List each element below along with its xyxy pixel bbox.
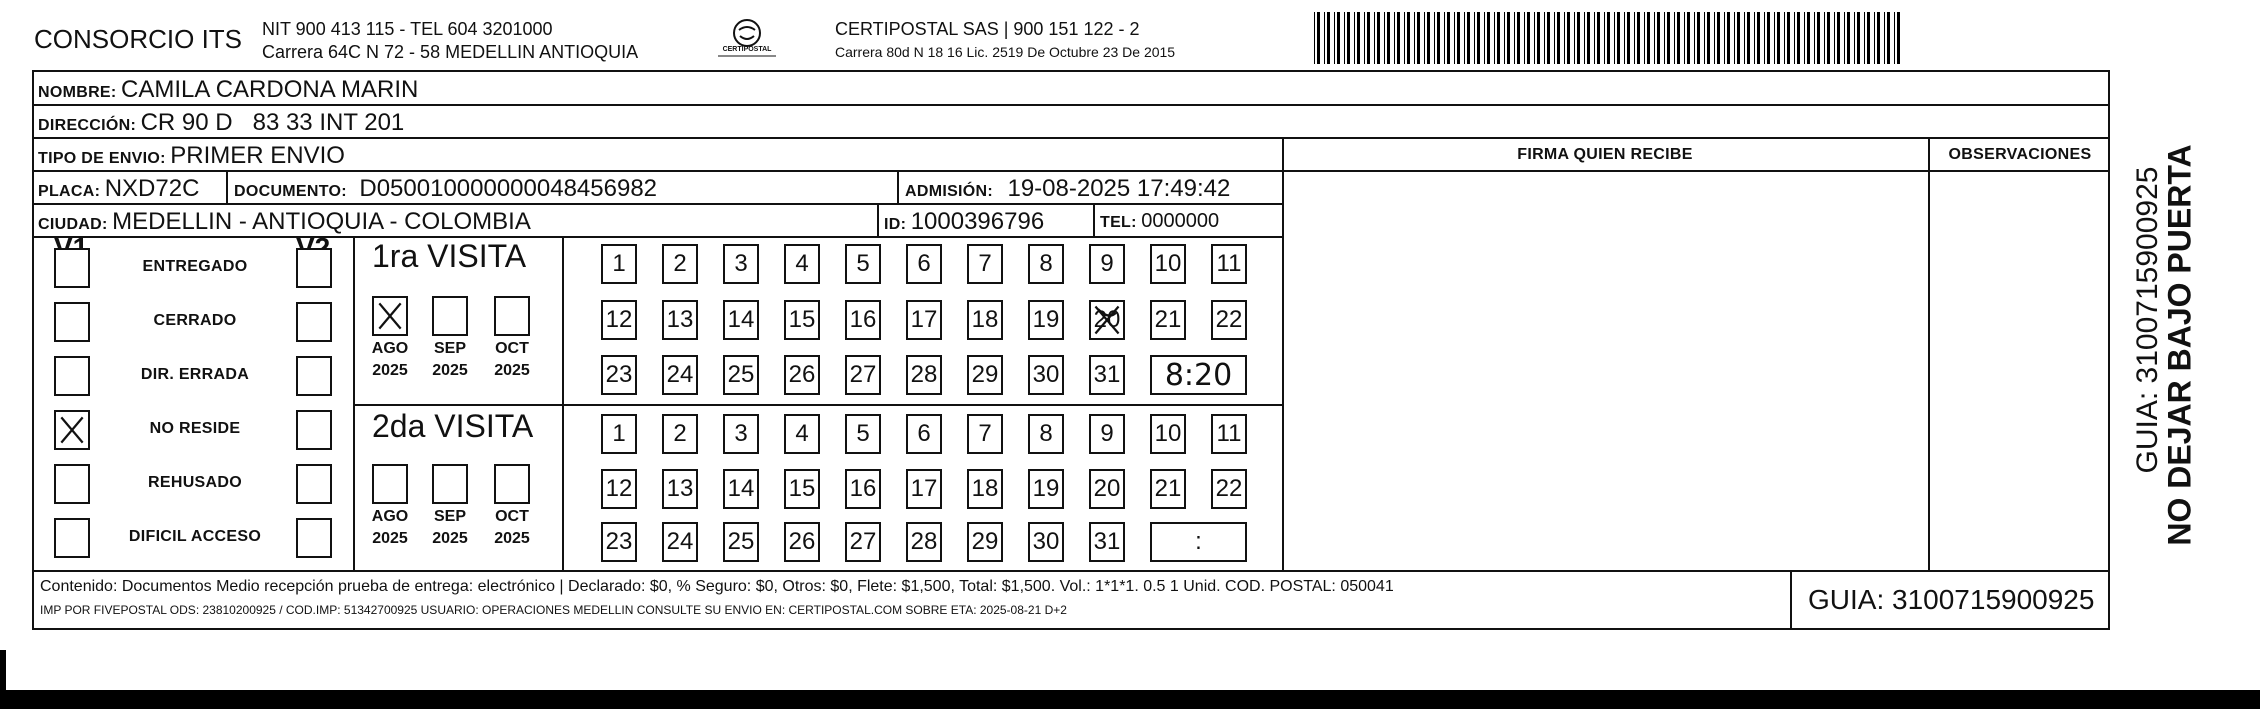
barcode-bar bbox=[1357, 12, 1360, 64]
admision-value: 19-08-2025 17:49:42 bbox=[1007, 175, 1231, 202]
barcode-bar bbox=[1474, 12, 1475, 64]
ciudad-value: MEDELLIN - ANTIOQUIA - COLOMBIA bbox=[112, 208, 531, 235]
barcode-bar bbox=[1494, 12, 1495, 64]
visit-2-month-label: OCT 2025 bbox=[494, 508, 530, 547]
barcode-bar bbox=[1584, 12, 1585, 64]
barcode-bar bbox=[1367, 12, 1370, 64]
visit-1-day-box[interactable]: 11 bbox=[1211, 244, 1247, 284]
barcode-bar bbox=[1547, 12, 1550, 64]
visit-1-day-box[interactable]: 31 bbox=[1089, 355, 1125, 395]
barcode-bar bbox=[1384, 12, 1385, 64]
barcode-bar bbox=[1874, 12, 1875, 64]
observaciones-label: OBSERVACIONES bbox=[1948, 146, 2092, 163]
barcode-bar bbox=[1597, 12, 1600, 64]
visit-2-month-label: SEP 2025 bbox=[432, 508, 468, 547]
status-option-label: ENTREGADO bbox=[142, 258, 248, 275]
barcode-bar bbox=[1424, 12, 1425, 64]
tel-row bbox=[1100, 210, 1219, 233]
documento-row bbox=[234, 175, 657, 203]
status-option-label: DIR. ERRADA bbox=[140, 366, 250, 383]
barcode-bar bbox=[1707, 12, 1710, 64]
carrier-license: Carrera 80d N 18 16 Lic. 2519 De Octubre 23 De 2015 bbox=[835, 44, 1176, 60]
side-guia: GUIA: 3100715900925 bbox=[2131, 166, 2164, 474]
visit-1-day-box[interactable]: 7 bbox=[967, 244, 1003, 284]
nombre-label: NOMBRE: bbox=[38, 84, 117, 101]
barcode-bar bbox=[1314, 12, 1315, 64]
visit-1-day-box[interactable]: 10 bbox=[1150, 244, 1186, 284]
barcode-bar bbox=[1334, 12, 1335, 64]
barcode-bar bbox=[1737, 12, 1740, 64]
status-option-label: NO RESIDE bbox=[149, 420, 241, 437]
visit-2-day-box[interactable]: 18 bbox=[967, 469, 1003, 509]
barcode-bar bbox=[1897, 12, 1900, 64]
visit-1-day-box[interactable]: 8 bbox=[1028, 244, 1064, 284]
barcode-bar bbox=[1457, 12, 1460, 64]
status-option-label: CERRADO bbox=[153, 312, 237, 329]
barcode-bar bbox=[1724, 12, 1725, 64]
visit-2-day-box[interactable]: 22 bbox=[1211, 469, 1247, 509]
visit-1-month-label: OCT 2025 bbox=[494, 340, 530, 379]
placa-row bbox=[38, 175, 199, 203]
barcode-bar bbox=[1607, 12, 1610, 64]
barcode-bar bbox=[1617, 12, 1620, 64]
barcode-bar bbox=[1714, 12, 1715, 64]
certipostal-logo-text: CERTIPOSTAL bbox=[722, 46, 772, 53]
barcode-bar bbox=[1417, 12, 1420, 64]
direccion-row bbox=[38, 109, 404, 137]
visit-2-month-checkbox[interactable] bbox=[432, 464, 468, 504]
visit-1-day-box[interactable]: 29 bbox=[967, 355, 1003, 395]
barcode-bar bbox=[1604, 12, 1605, 64]
barcode-bar bbox=[1857, 12, 1860, 64]
tipo-value: PRIMER ENVIO bbox=[170, 142, 345, 169]
visit-2-day-box[interactable]: 12 bbox=[601, 469, 637, 509]
barcode-bar bbox=[1834, 12, 1835, 64]
visit-1-day-box[interactable]: 26 bbox=[784, 355, 820, 395]
visit-2-time-box[interactable]: : bbox=[1150, 522, 1247, 562]
v1-checkbox[interactable] bbox=[54, 302, 90, 342]
visit-1-day-box[interactable]: 16 bbox=[845, 300, 881, 340]
visit-2-day-box[interactable]: 16 bbox=[845, 469, 881, 509]
visit-1-month-label: AGO 2025 bbox=[371, 340, 409, 379]
footer-imp: IMP POR FIVEPOSTAL ODS: 23810200925 / COD.IMP: 51342700925 USUARIO: OPERACIONES MEDELLIN CONSULTE SU ENVIO EN: CERTIPOSTAL.COM SOBRE ETA: 2025-08-21 D+2 bbox=[40, 603, 1067, 617]
visit-1-day-box[interactable]: 28 bbox=[906, 355, 942, 395]
barcode-bar bbox=[1614, 12, 1615, 64]
v1-checkbox[interactable] bbox=[54, 248, 90, 288]
visit-2-day-box[interactable]: 2 bbox=[662, 414, 698, 454]
visit-1-day-box[interactable]: 23 bbox=[601, 355, 637, 395]
barcode-bar bbox=[1327, 12, 1330, 64]
visit-2-day-box[interactable]: 26 bbox=[784, 522, 820, 562]
visit-2-day-box[interactable]: 13 bbox=[662, 469, 698, 509]
barcode-bar bbox=[1687, 12, 1690, 64]
v1-checkbox[interactable] bbox=[54, 356, 90, 396]
observaciones-area[interactable] bbox=[1932, 174, 2108, 568]
barcode-bar bbox=[1397, 12, 1400, 64]
visit-1-time-box[interactable]: 8:20 bbox=[1150, 355, 1247, 395]
barcode-bar bbox=[1467, 12, 1470, 64]
barcode-bar bbox=[1744, 12, 1745, 64]
visit-1-day-box[interactable]: 12 bbox=[601, 300, 637, 340]
visit-1-day-box[interactable]: 4 bbox=[784, 244, 820, 284]
barcode-bar bbox=[1864, 12, 1865, 64]
v1-checkbox[interactable] bbox=[54, 464, 90, 504]
visit-2-month-checkbox[interactable] bbox=[494, 464, 530, 504]
visit-2-day-box[interactable]: 7 bbox=[967, 414, 1003, 454]
barcode-bar bbox=[1557, 12, 1560, 64]
barcode-bar bbox=[1364, 12, 1365, 64]
admision-row bbox=[905, 175, 1230, 203]
v2-checkbox[interactable] bbox=[296, 248, 332, 288]
visit-1-day-box[interactable]: 19 bbox=[1028, 300, 1064, 340]
barcode-bar bbox=[1664, 12, 1665, 64]
visit-1-day-box[interactable]: 18 bbox=[967, 300, 1003, 340]
barcode-bar bbox=[1774, 12, 1775, 64]
page-bottom-edge bbox=[0, 690, 2260, 709]
visit-1-day-box[interactable]: 13 bbox=[662, 300, 698, 340]
barcode-bar bbox=[1447, 12, 1450, 64]
x-mark-icon bbox=[374, 298, 406, 334]
visit-1-day-box[interactable]: 6 bbox=[906, 244, 942, 284]
visit-1-day-box[interactable]: 3 bbox=[723, 244, 759, 284]
certipostal-logo-icon bbox=[712, 16, 782, 62]
barcode-bar bbox=[1594, 12, 1595, 64]
visit-2-day-box[interactable]: 23 bbox=[601, 522, 637, 562]
tipo-row bbox=[38, 142, 345, 170]
side-warning: NO DEJAR BAJO PUERTA bbox=[2161, 144, 2198, 546]
barcode-bar bbox=[1747, 12, 1750, 64]
visit-1-month-checkbox[interactable] bbox=[432, 296, 468, 336]
barcode-bar bbox=[1517, 12, 1520, 64]
v2-checkbox[interactable] bbox=[296, 518, 332, 558]
barcode-bar bbox=[1827, 12, 1830, 64]
nombre-value: CAMILA CARDONA MARIN bbox=[121, 76, 419, 103]
barcode-bar bbox=[1554, 12, 1555, 64]
tipo-label: TIPO DE ENVIO: bbox=[38, 150, 166, 167]
visit-1-day-box[interactable]: 9 bbox=[1089, 244, 1125, 284]
company-nit: NIT 900 413 115 - TEL 604 3201000 bbox=[262, 19, 553, 39]
v2-checkbox[interactable] bbox=[296, 302, 332, 342]
barcode-bar bbox=[1817, 12, 1820, 64]
barcode-bar bbox=[1464, 12, 1465, 64]
barcode-bar bbox=[1487, 12, 1490, 64]
documento-value: D050010000000048456982 bbox=[359, 175, 658, 202]
barcode-bar bbox=[1387, 12, 1390, 64]
barcode-bar bbox=[1887, 12, 1890, 64]
status-option-label: DIFICIL ACCESO bbox=[128, 528, 262, 545]
barcode-bar bbox=[1444, 12, 1445, 64]
barcode-bar bbox=[1757, 12, 1760, 64]
barcode-bar bbox=[1407, 12, 1410, 64]
barcode-bar bbox=[1844, 12, 1845, 64]
barcode-bar bbox=[1437, 12, 1440, 64]
firma-area[interactable] bbox=[1286, 174, 1926, 568]
visit-2-day-box[interactable]: 28 bbox=[906, 522, 942, 562]
barcode-bar bbox=[1674, 12, 1675, 64]
barcode-bar bbox=[1527, 12, 1530, 64]
visit-2-day-box[interactable]: 14 bbox=[723, 469, 759, 509]
barcode-bar bbox=[1657, 12, 1660, 64]
visit-2-day-box[interactable]: 8 bbox=[1028, 414, 1064, 454]
barcode-bar bbox=[1427, 12, 1430, 64]
v1-checkbox[interactable] bbox=[54, 518, 90, 558]
barcode-bar bbox=[1754, 12, 1755, 64]
placa-label: PLACA: bbox=[38, 183, 101, 200]
visit-2-day-box[interactable]: 17 bbox=[906, 469, 942, 509]
visit-1-title: 1ra VISITA bbox=[372, 238, 527, 274]
carrier-name: CERTIPOSTAL SAS | 900 151 122 - 2 bbox=[835, 19, 1140, 39]
barcode-bar bbox=[1624, 12, 1625, 64]
visit-2-day-box[interactable]: 10 bbox=[1150, 414, 1186, 454]
visit-2-day-box[interactable]: 4 bbox=[784, 414, 820, 454]
visit-2-day-box[interactable]: 21 bbox=[1150, 469, 1186, 509]
barcode-bar bbox=[1734, 12, 1735, 64]
firma-label: FIRMA QUIEN RECIBE bbox=[1517, 146, 1693, 163]
visit-1-day-box[interactable]: 2 bbox=[662, 244, 698, 284]
barcode-bar bbox=[1797, 12, 1800, 64]
barcode-bar bbox=[1534, 12, 1535, 64]
barcode-bar bbox=[1587, 12, 1590, 64]
barcode-bar bbox=[1394, 12, 1395, 64]
barcode-bar bbox=[1404, 12, 1405, 64]
visit-2-day-box[interactable]: 5 bbox=[845, 414, 881, 454]
barcode-bar bbox=[1764, 12, 1765, 64]
barcode-bar bbox=[1317, 12, 1320, 64]
barcode-bar bbox=[1867, 12, 1870, 64]
barcode-bar bbox=[1814, 12, 1815, 64]
v2-checkbox[interactable] bbox=[296, 464, 332, 504]
direccion-label: DIRECCIÓN: bbox=[38, 117, 137, 134]
barcode-bar bbox=[1324, 12, 1325, 64]
barcode-bar bbox=[1704, 12, 1705, 64]
barcode-bar bbox=[1497, 12, 1500, 64]
barcode-bar bbox=[1667, 12, 1670, 64]
certipostal-logo bbox=[712, 16, 782, 62]
barcode-bar bbox=[1477, 12, 1480, 64]
barcode-bar bbox=[1777, 12, 1780, 64]
barcode-bar bbox=[1574, 12, 1575, 64]
visit-2-day-box[interactable]: 27 bbox=[845, 522, 881, 562]
barcode-bar bbox=[1807, 12, 1810, 64]
visit-2-day-box[interactable]: 9 bbox=[1089, 414, 1125, 454]
barcode-bar bbox=[1567, 12, 1570, 64]
barcode-bar bbox=[1694, 12, 1695, 64]
barcode-bar bbox=[1544, 12, 1545, 64]
documento-label: DOCUMENTO: bbox=[234, 183, 347, 200]
visit-2-title: 2da VISITA bbox=[372, 408, 534, 444]
visit-1-day-box[interactable]: 27 bbox=[845, 355, 881, 395]
visit-1-day-box[interactable]: 30 bbox=[1028, 355, 1064, 395]
visit-2-day-box[interactable]: 6 bbox=[906, 414, 942, 454]
barcode-bar bbox=[1794, 12, 1795, 64]
barcode-bar bbox=[1524, 12, 1525, 64]
barcode-bar bbox=[1377, 12, 1380, 64]
tel-value: 0000000 bbox=[1141, 210, 1220, 232]
visit-1-day-box[interactable]: 24 bbox=[662, 355, 698, 395]
barcode-bar bbox=[1824, 12, 1825, 64]
visit-2-month-checkbox[interactable] bbox=[372, 464, 408, 504]
barcode-bar bbox=[1627, 12, 1630, 64]
barcode-bar bbox=[1854, 12, 1855, 64]
visit-2-day-box[interactable]: 11 bbox=[1211, 414, 1247, 454]
tel-label: TEL: bbox=[1100, 214, 1137, 231]
visit-1-day-box[interactable]: 17 bbox=[906, 300, 942, 340]
barcode-bar bbox=[1767, 12, 1770, 64]
visit-2-day-box[interactable]: 15 bbox=[784, 469, 820, 509]
x-mark-icon bbox=[1091, 302, 1123, 338]
visit-2-day-box[interactable]: 24 bbox=[662, 522, 698, 562]
visit-2-day-box[interactable]: 30 bbox=[1028, 522, 1064, 562]
visit-2-day-box[interactable]: 20 bbox=[1089, 469, 1125, 509]
barcode-bar bbox=[1684, 12, 1685, 64]
barcode-bar bbox=[1577, 12, 1580, 64]
visit-2-month-label: AGO 2025 bbox=[371, 508, 409, 547]
visit-1-day-box[interactable]: 5 bbox=[845, 244, 881, 284]
footer-contenido: Contenido: Documentos Medio recepción prueba de entrega: electrónico | Declarado: $0, % Seguro: $0, Otros: $0, Flete: $1,500, Total: $1,500. Vol.: 1*1*1. 0.5 1 Unid. COD. POSTAL: 050041 bbox=[40, 578, 1394, 595]
id-row bbox=[884, 208, 1044, 236]
company-name: CONSORCIO ITS bbox=[34, 24, 243, 54]
visit-2-day-box[interactable]: 31 bbox=[1089, 522, 1125, 562]
id-label: ID: bbox=[884, 216, 907, 233]
barcode-bar bbox=[1514, 12, 1515, 64]
barcode-bar bbox=[1847, 12, 1850, 64]
ciudad-row bbox=[38, 208, 531, 236]
v2-checkbox[interactable] bbox=[296, 356, 332, 396]
barcode-bar bbox=[1697, 12, 1700, 64]
page-left-edge bbox=[0, 650, 6, 709]
company-address: Carrera 64C N 72 - 58 MEDELLIN ANTIOQUIA bbox=[262, 42, 639, 62]
status-option-label: REHUSADO bbox=[148, 474, 242, 491]
visit-1-day-box[interactable]: 20 bbox=[1089, 300, 1125, 340]
barcode-bar bbox=[1884, 12, 1885, 64]
footer-guia: GUIA: 3100715900925 bbox=[1808, 584, 2095, 615]
barcode-bar bbox=[1414, 12, 1415, 64]
admision-label: ADMISIÓN: bbox=[905, 183, 994, 200]
barcode-bar bbox=[1787, 12, 1790, 64]
barcode-bar bbox=[1347, 12, 1350, 64]
visit-2-day-box[interactable]: 3 bbox=[723, 414, 759, 454]
visit-1-day-box[interactable]: 1 bbox=[601, 244, 637, 284]
visit-1-month-checkbox[interactable] bbox=[372, 296, 408, 336]
barcode-bar bbox=[1647, 12, 1650, 64]
barcode-bar bbox=[1507, 12, 1510, 64]
barcode-bar bbox=[1637, 12, 1640, 64]
visit-1-day-box[interactable]: 21 bbox=[1150, 300, 1186, 340]
barcode-bar bbox=[1484, 12, 1485, 64]
v1-checkbox[interactable] bbox=[54, 410, 90, 450]
v2-checkbox[interactable] bbox=[296, 410, 332, 450]
barcode-bar bbox=[1434, 12, 1435, 64]
barcode-bar bbox=[1894, 12, 1895, 64]
ciudad-label: CIUDAD: bbox=[38, 216, 108, 233]
x-mark-icon bbox=[56, 412, 88, 448]
barcode-bar bbox=[1634, 12, 1635, 64]
barcode-bar bbox=[1354, 12, 1355, 64]
barcode-bar bbox=[1804, 12, 1805, 64]
barcode-bar bbox=[1717, 12, 1720, 64]
barcode-bar bbox=[1337, 12, 1340, 64]
visit-1-month-label: SEP 2025 bbox=[432, 340, 468, 379]
barcode-bar bbox=[1727, 12, 1730, 64]
barcode-bar bbox=[1644, 12, 1645, 64]
placa-value: NXD72C bbox=[104, 175, 200, 202]
visit-1-month-checkbox[interactable] bbox=[494, 296, 530, 336]
visit-2-day-box[interactable]: 19 bbox=[1028, 469, 1064, 509]
id-value: 1000396796 bbox=[910, 208, 1045, 235]
barcode-bar bbox=[1784, 12, 1785, 64]
barcode-bar bbox=[1837, 12, 1840, 64]
barcode-bar bbox=[1344, 12, 1345, 64]
visit-1-day-box[interactable]: 22 bbox=[1211, 300, 1247, 340]
barcode-bar bbox=[1877, 12, 1880, 64]
visit-1-day-box[interactable]: 14 bbox=[723, 300, 759, 340]
visit-1-day-box[interactable]: 25 bbox=[723, 355, 759, 395]
barcode-bar bbox=[1374, 12, 1375, 64]
nombre-row bbox=[38, 76, 418, 104]
barcode-graphic bbox=[1314, 12, 1906, 64]
barcode-bar bbox=[1677, 12, 1680, 64]
visit-2-day-box[interactable]: 25 bbox=[723, 522, 759, 562]
barcode bbox=[1314, 12, 1906, 64]
visit-2-day-box[interactable]: 1 bbox=[601, 414, 637, 454]
visit-1-day-box[interactable]: 15 bbox=[784, 300, 820, 340]
barcode-bar bbox=[1564, 12, 1565, 64]
barcode-bar bbox=[1537, 12, 1540, 64]
direccion-value: CR 90 D 83 33 INT 201 bbox=[140, 109, 405, 136]
barcode-bar bbox=[1454, 12, 1455, 64]
barcode-bar bbox=[1504, 12, 1505, 64]
visit-2-day-box[interactable]: 29 bbox=[967, 522, 1003, 562]
barcode-bar bbox=[1654, 12, 1655, 64]
